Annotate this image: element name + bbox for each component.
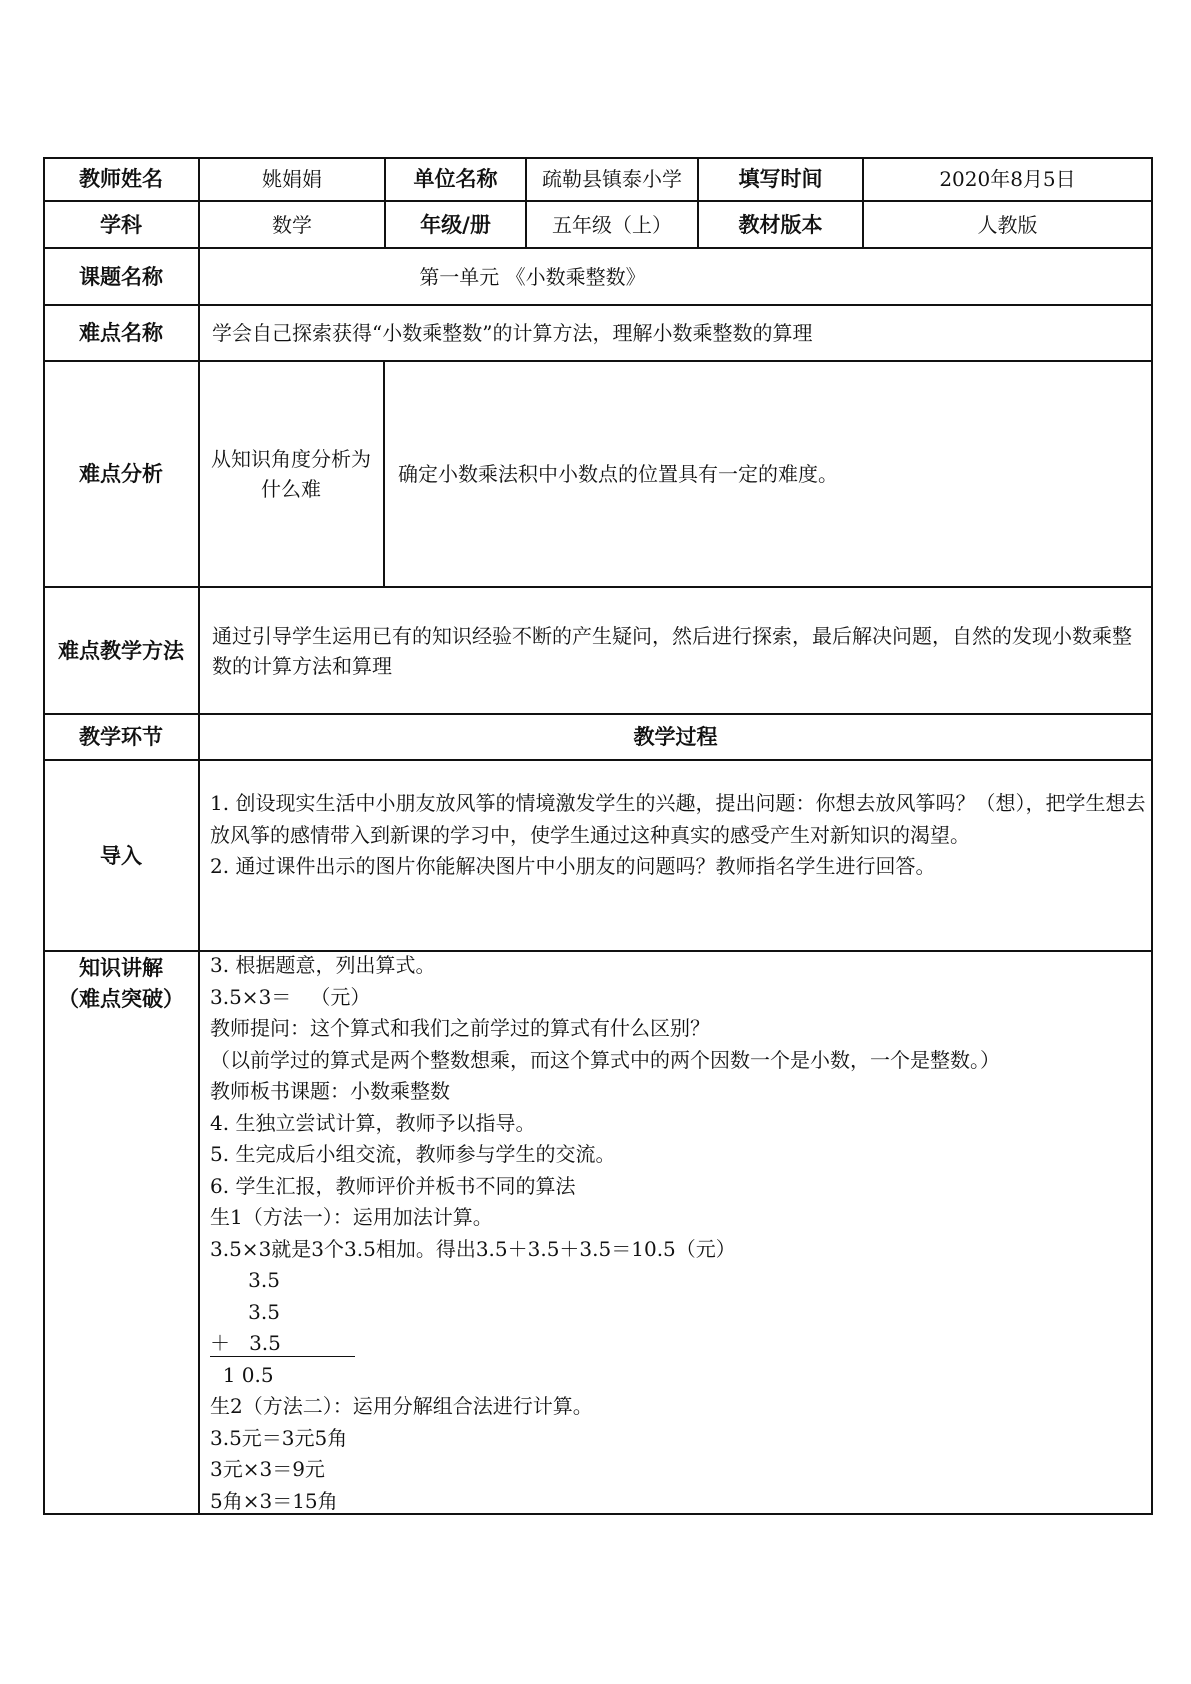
difficulty-value: 学会自己探索获得“小数乘整数”的计算方法，理解小数乘整数的算理 [212,321,813,345]
rule [383,360,385,588]
difficulty-label: 难点名称 [79,321,163,345]
knowledge-line: 3.5 [210,1299,280,1324]
knowledge-line: ＋ 3.5 [210,1331,281,1355]
knowledge-line: 教师提问：这个算式和我们之前学过的算式有什么区别？ [210,1016,710,1040]
method-value: 通过引导学生运用已有的知识经验不断的产生疑问，然后进行探索，最后解决问题，自然的发现小数乘整数的计算方法和算理 [212,623,1132,678]
knowledge-line: 教师板书课题：小数乘整数 [210,1079,450,1103]
intro-label: 导入 [100,843,142,868]
analysis-sub-label: 从知识角度分析为什么难 [211,447,371,501]
knowledge-label-line: 知识讲解 [79,955,163,980]
analysis-value: 确定小数乘法积中小数点的位置具有一定的难度。 [398,462,838,486]
intro-line: 2. 通过课件出示的图片你能解决图片中小朋友的问题吗？教师指名学生进行回答。 [210,854,936,878]
intro-content [210,788,1150,883]
addition-sum-line [210,1356,355,1357]
subject-label: 学科 [100,212,142,237]
grade-label: 年级/册 [420,212,491,237]
subject-value: 数学 [272,212,312,237]
teacher-name-label: 教师姓名 [79,167,163,191]
process-stage-label: 教学环节 [79,725,163,749]
analysis-label: 难点分析 [79,462,163,486]
knowledge-label-line: （难点突破） [58,986,184,1011]
knowledge-line: 1 0.5 [210,1362,274,1387]
rule [44,759,1152,761]
knowledge-label [44,952,198,1014]
knowledge-line: 5. 生完成后小组交流，教师参与学生的交流。 [210,1142,616,1166]
knowledge-line: （以前学过的算式是两个整数想乘，而这个算式中的两个因数一个是小数，一个是整数。） [210,1047,1000,1072]
grade-value: 五年级（上） [552,212,672,237]
knowledge-line: 3.5×3＝ （元） [210,984,371,1009]
knowledge-content [210,950,1150,1517]
knowledge-line: 3.5×3就是3个3.5相加。得出3.5＋3.5＋3.5＝10.5（元） [210,1236,736,1261]
process-title: 教学过程 [633,725,718,749]
knowledge-line: 6. 学生汇报，教师评价并板书不同的算法 [210,1173,576,1198]
fill-date-value: 2020年8月5日 [939,167,1076,191]
rule [1151,157,1153,1515]
edition-value: 人教版 [977,212,1038,237]
fill-date-label: 填写时间 [738,167,823,191]
edition-label: 教材版本 [738,212,823,237]
knowledge-line: 3元×3＝9元 [210,1457,325,1481]
knowledge-line: 3.5元＝3元5角 [210,1425,348,1450]
knowledge-line: 生1（方法一）：运用加法计算。 [210,1205,493,1229]
knowledge-line: 3. 根据题意，列出算式。 [210,953,436,977]
method-label: 难点教学方法 [58,638,184,663]
knowledge-line: 生2（方法二）：运用分解组合法进行计算。 [210,1394,593,1418]
rule [198,157,200,1515]
unit-name-label: 单位名称 [413,167,498,191]
knowledge-line: 4. 生独立尝试计算，教师予以指导。 [210,1110,536,1135]
topic-value: 第一单元 《小数乘整数》 [419,264,646,289]
knowledge-line: 3.5 [210,1268,280,1292]
intro-line: 1. 创设现实生活中小朋友放风筝的情境激发学生的兴趣，提出问题：你想去放风筝吗？（想），把学生想去放风筝的感情带入到新课的学习中，使学生通过这种真实的感受产生对新知识的渴望。 [210,791,1146,847]
teacher-name-value: 姚娟娟 [262,167,322,191]
unit-name-value: 疏勒县镇泰小学 [542,167,682,191]
topic-label: 课题名称 [79,264,163,289]
knowledge-line: 5角×3＝15角 [210,1488,338,1513]
